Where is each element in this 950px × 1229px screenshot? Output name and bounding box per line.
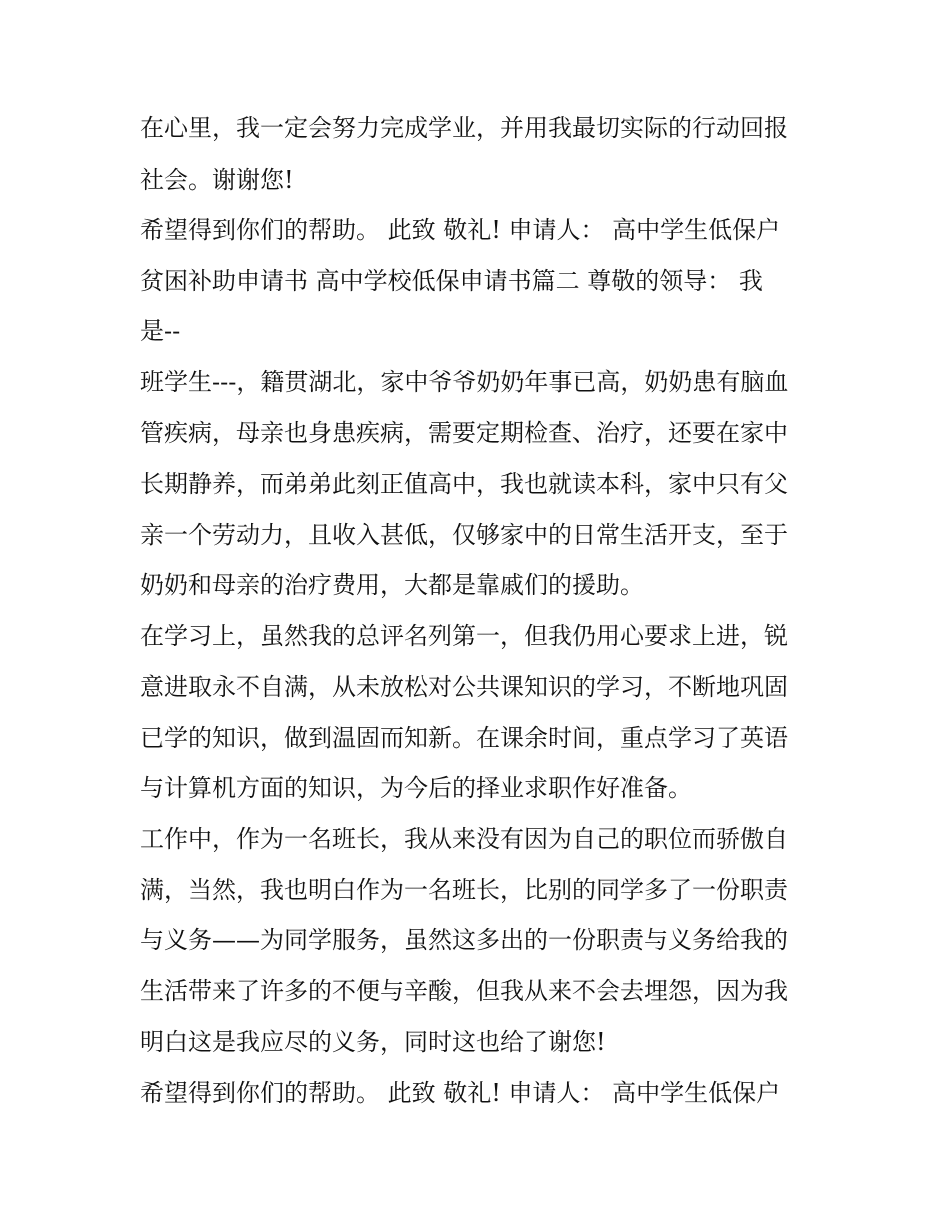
text-line: 意进取永不自满，从未放松对公共课知识的学习，不断地巩固: [140, 673, 788, 701]
text-line: 已学的知识，做到温固而知新。在课余时间，重点学习了英语: [140, 724, 788, 752]
text-line: 管疾病，母亲也身患疾病，需要定期检查、治疗，还要在家中: [140, 419, 788, 447]
text-line: 明白这是我应尽的义务，同时这也给了谢您!: [140, 1028, 606, 1056]
text-line: 亲一个劳动力，且收入甚低，仅够家中的日常生活开支，至于: [140, 521, 788, 549]
text-line: 在心里，我一定会努力完成学业，并用我最切实际的行动回报: [140, 114, 788, 142]
text-line: 与义务——为同学服务，虽然这多出的一份职责与义务给我的: [140, 926, 788, 954]
text-line: 满，当然，我也明白作为一名班长，比别的同学多了一份职责: [140, 876, 788, 904]
text-line: 工作中，作为一名班长，我从来没有因为自己的职位而骄傲自: [140, 825, 788, 853]
text-line: 与计算机方面的知识，为今后的择业求职作好准备。: [140, 774, 692, 802]
text-line: 在学习上，虽然我的总评名列第一，但我仍用心要求上进，锐: [140, 622, 788, 650]
text-line: 希望得到你们的帮助。 此致 敬礼! 申请人： 高中学生低保户: [140, 216, 781, 244]
text-line: 是--: [140, 317, 181, 345]
text-line: 班学生---，籍贯湖北，家中爷爷奶奶年事已高，奶奶患有脑血: [140, 368, 789, 396]
text-line: 社会。谢谢您!: [140, 166, 294, 194]
text-line: 生活带来了许多的不便与辛酸，但我从来不会去埋怨，因为我: [140, 977, 788, 1005]
text-line: 贫困补助申请书 高中学校低保申请书篇二 尊敬的领导： 我: [140, 267, 763, 295]
text-line: 希望得到你们的帮助。 此致 敬礼! 申请人： 高中学生低保户: [140, 1079, 781, 1107]
text-line: 长期静养，而弟弟此刻正值高中，我也就读本科，家中只有父: [140, 470, 788, 498]
text-line: 奶奶和母亲的治疗费用，大都是靠戚们的援助。: [140, 571, 644, 599]
